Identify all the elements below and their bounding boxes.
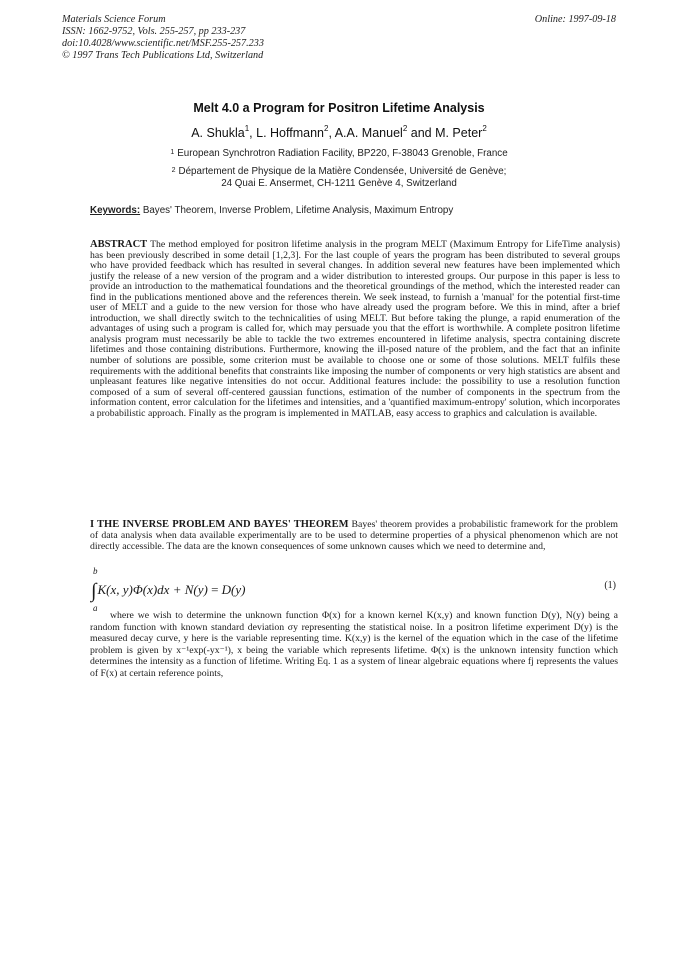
section-1-continuation: where we wish to determine the unknown function Φ(x) for a known kernel K(x,y) and known function D(y), N(y) being a random function with known standard deviation σy representing the statistical noise. In a positron lifetime experiment D(y) is the measured decay curve, y here is the variable representing time. K(x,y) is the kernel of the equation which in the case of the lifetime problem is given by x⁻¹exp(-yx⁻¹), x being the variable which represents lifetime. Φ(x) is the unknown intensity function which determines the intensity as a function of lifetime. Writing Eq. 1 as a system of linear algebraic equations where fj represents the values of F(x) at certain reference points, — [90, 610, 618, 679]
author-affiliation-mark: 1 — [244, 124, 250, 133]
doi-line: doi:10.4028/www.scientific.net/MSF.255-257.233 — [62, 38, 264, 49]
copyright-line: © 1997 Trans Tech Publications Ltd, Switzerland — [62, 50, 264, 61]
section-heading: I THE INVERSE PROBLEM AND BAYES' THEOREM — [90, 519, 349, 530]
affiliation-mark: 1 — [170, 149, 175, 156]
author: A.A. Manuel — [334, 126, 403, 140]
author: L. Hoffmann — [256, 126, 324, 140]
equation-equals: = — [211, 582, 219, 597]
author-separator: and — [407, 126, 436, 140]
abstract — [90, 240, 620, 419]
integral-sign: ∫ — [91, 580, 97, 602]
equation-integrand: K(x, y)Φ(x)dx + N(y) — [97, 582, 208, 597]
affiliation-text: Département de Physique de la Matière Condensée, Université de Genève; — [178, 166, 507, 177]
equation-number: (1) — [604, 580, 616, 591]
author: A. Shukla — [191, 126, 245, 140]
author: M. Peter — [435, 126, 483, 140]
paper-title: Melt 4.0 a Program for Positron Lifetime Analysis — [193, 101, 485, 115]
author-list — [0, 126, 678, 140]
section-1 — [90, 519, 618, 553]
affiliation-text: 24 Quai E. Ansermet, CH-1211 Genève 4, Switzerland — [221, 178, 457, 189]
author-affiliation-mark: 2 — [482, 124, 487, 133]
keywords-text: Bayes' Theorem, Inverse Problem, Lifetime Analysis, Maximum Entropy — [142, 205, 454, 216]
keywords-label: Keywords: — [90, 205, 141, 216]
affiliation-2 — [0, 166, 678, 190]
affiliation-text: European Synchrotron Radiation Facility, BP220, F-38043 Grenoble, France — [177, 148, 508, 159]
abstract-heading: ABSTRACT — [90, 239, 148, 250]
keywords — [90, 205, 453, 216]
author-affiliation-mark: 2 — [402, 124, 408, 133]
author-affiliation-mark: 2 — [324, 124, 329, 133]
author-separator: , — [328, 126, 335, 140]
affiliation-1 — [0, 148, 678, 160]
equation-1 — [91, 577, 246, 600]
section-body: Bayes' theorem provides a probabilistic framework for the problem of data analysis when data available experimentally are to be used to determine properties of a physical phenomenon which are not directly accessible. The data are the known consequences of some unknown causes which we need to determine and, — [90, 519, 618, 553]
online-date: Online: 1997-09-18 — [534, 14, 616, 25]
journal-header — [62, 14, 264, 62]
affiliation-mark: 2 — [171, 167, 176, 174]
equation-upper-limit: b — [93, 566, 98, 576]
journal-name: Materials Science Forum — [62, 14, 166, 25]
issn-line: ISSN: 1662-9752, Vols. 255-257, pp 233-237 — [62, 26, 246, 37]
equation-rhs: D(y) — [221, 582, 246, 597]
author-separator: , — [249, 126, 257, 140]
equation-lower-limit: a — [93, 603, 98, 613]
abstract-body: The method employed for positron lifetime analysis in the program MELT (Maximum Entropy for LifeTime analysis) has been previously described in some detail [1,2,3]. For the last couple of years the program has been distributed to several groups who have provided feedback which has resulted in several changes. In addition several new features have been implemented which justify the release of a new version of the program and a wider distribution to interested groups. Our purpose in this paper is less to provide an introduction to the mathematical foundations and the theoretical groundings of the method, which the interested reader can find in the publications mentioned above and the references therein. We seek instead, to furnish a 'manual' for the potential first-time user of MELT and a guide to the new version for those who have already used the program before. We this in mind, after a brief introduction, we shall directly switch to the technicalities of using MELT. But before taking the plunge, a rapid enumeration of the advantages of using such a program is called for, which may persuade you that the effort is worthwhile. A complete positron lifetime analysis program must necessarily be able to tackle the two extremes encountered in lifetime analysis, spectra containing discrete lifetimes and those containing distributions. Furthermore, knowing the ill-posed nature of the problem, and the fact that an infinite number of solutions are possible, some criterion must be available to choose one or some of those solutions. MELT fulfils these requirements with the additional benefits that constraints like imposing the number of components or very high statistics are absent and unpleasant features like negative intensities do not occur. Additional features include: the possibility to use a resolution function composed of a sum of several off-centered gaussian functions, estimation of the number of components in the spectrum from the information content, error calculation for the lifetimes and intensities, and a 'quantified maximum-entropy' solution, which incorporates a probabilistic approach. Finally as the program is implemented in MATLAB, easy access to graphics and calculation is available. — [90, 239, 620, 419]
